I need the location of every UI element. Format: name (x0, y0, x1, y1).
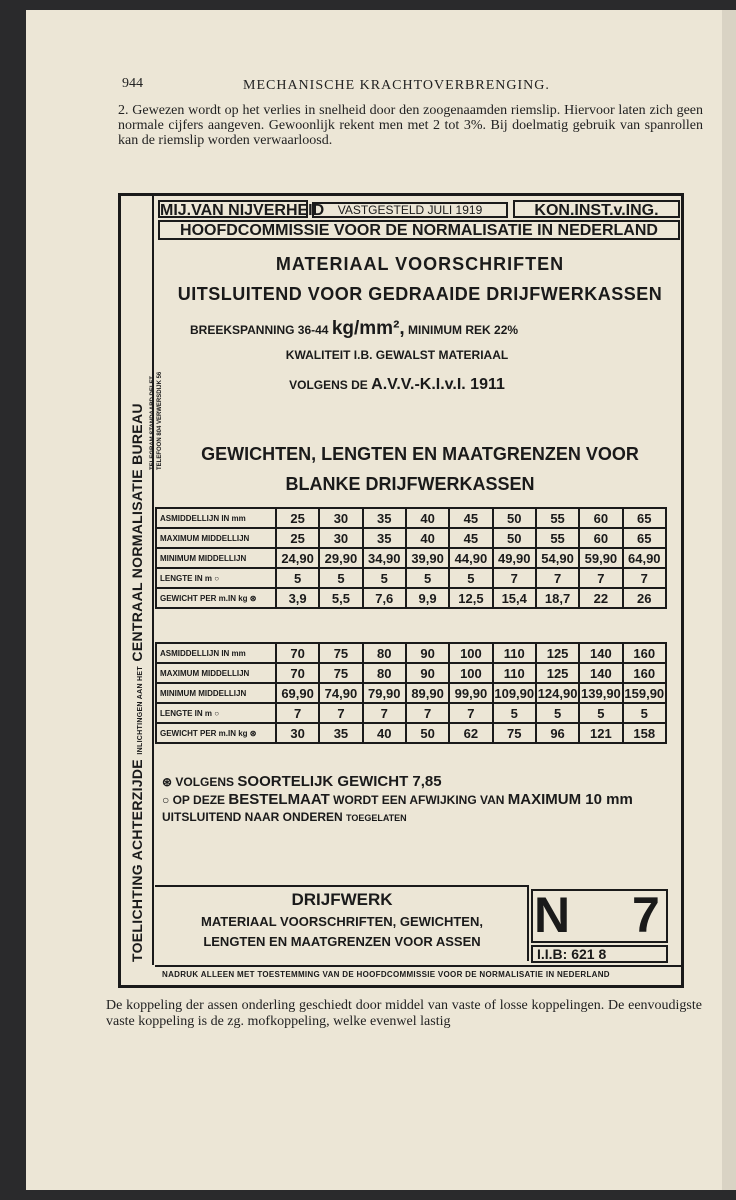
table-cell: 5 (623, 703, 666, 723)
according-label: VOLGENS DE (289, 378, 368, 392)
disclaimer: NADRUK ALLEEN MET TOESTEMMING VAN DE HOOFDCOMMISSIE VOOR DE NORMALISATIE IN NEDERLAND (162, 970, 610, 979)
table-cell: 12,5 (449, 588, 492, 608)
running-head: MECHANISCHE KRACHTOVERBRENGING. (243, 78, 550, 93)
table-cell: 5 (406, 568, 449, 588)
footer-line-2: LENGTEN EN MAATGRENZEN VOOR ASSEN (203, 934, 481, 949)
table-row (156, 548, 666, 568)
table-cell: 160 (623, 663, 666, 683)
according-value: A.V.V.-K.I.v.I. 1911 (371, 376, 505, 393)
table-cell: 121 (579, 723, 622, 743)
table-cell: 100 (449, 663, 492, 683)
row-label: LENGTE IN m ○ (156, 703, 276, 723)
table-row (156, 508, 666, 528)
table-cell: 45 (449, 508, 492, 528)
dimension-table-2 (155, 642, 667, 744)
footer-title: DRIJFWERK (291, 890, 393, 909)
table-cell: 90 (406, 663, 449, 683)
row-label: ASMIDDELLIJN IN mm (156, 508, 276, 528)
spec-rek: MINIMUM REK 22% (408, 323, 519, 337)
bottom-rule (155, 965, 681, 967)
norm-code: I.I.B: 621 8 (531, 945, 668, 963)
footer-line-1: MATERIAAL VOORSCHRIFTEN, GEWICHTEN, (201, 914, 483, 929)
sidebar-small: INLICHTINGEN AAN HET (137, 666, 144, 755)
table-cell: 5 (579, 703, 622, 723)
table-cell: 99,90 (449, 683, 492, 703)
table-cell: 35 (319, 723, 362, 743)
table-cell: 90 (406, 643, 449, 663)
table-cell: 54,90 (536, 548, 579, 568)
table-cell: 7 (406, 703, 449, 723)
table-cell: 7 (579, 568, 622, 588)
table-cell: 40 (406, 508, 449, 528)
table-cell: 89,90 (406, 683, 449, 703)
table-cell: 50 (493, 508, 536, 528)
table-cell: 65 (623, 528, 666, 548)
note-1: ⊛ VOLGENS SOORTELIJK GEWICHT 7,85 (162, 773, 442, 790)
header-commission: HOOFDCOMMISSIE VOOR DE NORMALISATIE IN NEDERLAND (158, 220, 680, 240)
table-cell: 59,90 (579, 548, 622, 568)
sheet-title-1: MATERIAAL VOORSCHRIFTEN (275, 254, 565, 274)
table-cell: 22 (579, 588, 622, 608)
spec-line (190, 318, 518, 340)
table-cell: 80 (363, 643, 406, 663)
table-cell: 75 (493, 723, 536, 743)
table-cell: 60 (579, 528, 622, 548)
sidebar-main: TOELICHTING ACHTERZIJDE (129, 759, 145, 962)
table-cell: 25 (276, 528, 319, 548)
table-cell: 44,90 (449, 548, 492, 568)
table-cell: 49,90 (493, 548, 536, 568)
table-cell: 69,90 (276, 683, 319, 703)
table-cell: 7 (536, 568, 579, 588)
quality-line: KWALITEIT I.B. GEWALST MATERIAAL (285, 348, 509, 362)
table-row (156, 568, 666, 588)
notes (162, 773, 633, 827)
table-cell: 9,9 (406, 588, 449, 608)
table-cell: 5 (493, 703, 536, 723)
table-cell: 70 (276, 663, 319, 683)
table-cell: 15,4 (493, 588, 536, 608)
sidebar-text (129, 403, 146, 962)
table-cell: 75 (319, 643, 362, 663)
table-cell: 3,9 (276, 588, 319, 608)
table-cell: 80 (363, 663, 406, 683)
table-cell: 74,90 (319, 683, 362, 703)
table-cell: 29,90 (319, 548, 362, 568)
table-cell: 139,90 (579, 683, 622, 703)
table-cell: 34,90 (363, 548, 406, 568)
table-cell: 75 (319, 663, 362, 683)
table-cell: 26 (623, 588, 666, 608)
sidebar-contact-2: TELEFOON 804 VERWERSDIJK 56 (157, 371, 163, 470)
table-cell: 96 (536, 723, 579, 743)
table-cell: 39,90 (406, 548, 449, 568)
spec-unit: kg/mm², (331, 318, 405, 339)
table-cell: 40 (406, 528, 449, 548)
according-line (190, 376, 604, 394)
subtitle-2: BLANKE DRIJFWERKASSEN (285, 474, 535, 494)
table-cell: 7,6 (363, 588, 406, 608)
page-number: 944 (122, 76, 143, 91)
row-label: MAXIMUM MIDDELLIJN (156, 528, 276, 548)
table-cell: 7 (276, 703, 319, 723)
note-3: UITSLUITEND NAAR ONDEREN TOEGELATEN (162, 810, 407, 824)
table-cell: 45 (449, 528, 492, 548)
table-cell: 70 (276, 643, 319, 663)
table-cell: 35 (363, 508, 406, 528)
table-cell: 55 (536, 508, 579, 528)
table-row (156, 683, 666, 703)
table-cell: 24,90 (276, 548, 319, 568)
table-cell: 124,90 (536, 683, 579, 703)
table-cell: 5 (276, 568, 319, 588)
table-cell: 125 (536, 663, 579, 683)
table-cell: 125 (536, 643, 579, 663)
sidebar-bureau: CENTRAAL NORMALISATIE BUREAU (129, 403, 145, 662)
table-cell: 5,5 (319, 588, 362, 608)
table-cell: 30 (276, 723, 319, 743)
table-cell: 64,90 (623, 548, 666, 568)
table-cell: 5 (449, 568, 492, 588)
table-cell: 109,90 (493, 683, 536, 703)
sheet-title-2: UITSLUITEND VOOR GEDRAAIDE DRIJFWERKASSEN (177, 284, 663, 304)
norm-number: 7 (632, 887, 660, 943)
table-cell: 35 (363, 528, 406, 548)
row-label: GEWICHT PER m.IN kg ⊛ (156, 723, 276, 743)
table-cell: 50 (406, 723, 449, 743)
table-cell: 5 (319, 568, 362, 588)
table-cell: 110 (493, 663, 536, 683)
table-cell: 62 (449, 723, 492, 743)
table-cell: 100 (449, 643, 492, 663)
table-cell: 55 (536, 528, 579, 548)
header-left: MIJ.VAN NIJVERHEID (160, 202, 325, 219)
top-paragraph: 2. Gewezen wordt op het verlies in snelheid door den zoogenaamden riemslip. Hiervoor laten zich geen normale cijfers aangeven. Gewoonlijk rekent men met 2 tot 3%. Bij doelmatig gebruik van spanrollen kan de riemslip worden verwaarloosd. (118, 103, 703, 148)
row-label: MINIMUM MIDDELLIJN (156, 683, 276, 703)
table-cell: 7 (449, 703, 492, 723)
table-row (156, 588, 666, 608)
norm-letter: N (534, 887, 571, 943)
table-cell: 7 (493, 568, 536, 588)
row-label: MINIMUM MIDDELLIJN (156, 548, 276, 568)
table-cell: 60 (579, 508, 622, 528)
table-cell: 140 (579, 663, 622, 683)
table-row (156, 723, 666, 743)
table-cell: 30 (319, 528, 362, 548)
table-row (156, 703, 666, 723)
table-cell: 7 (363, 703, 406, 723)
table-cell: 5 (363, 568, 406, 588)
spec-label: BREEKSPANNING 36-44 (190, 323, 329, 337)
table-cell: 25 (276, 508, 319, 528)
dimension-table-1 (155, 507, 667, 609)
table-cell: 7 (623, 568, 666, 588)
table-row (156, 643, 666, 663)
row-label: ASMIDDELLIJN IN mm (156, 643, 276, 663)
table-cell: 160 (623, 643, 666, 663)
table-cell: 18,7 (536, 588, 579, 608)
table-cell: 159,90 (623, 683, 666, 703)
table-cell: 50 (493, 528, 536, 548)
header-date: VASTGESTELD JULI 1919 (312, 202, 508, 218)
table-cell: 7 (319, 703, 362, 723)
table-cell: 5 (536, 703, 579, 723)
table-cell: 79,90 (363, 683, 406, 703)
note-2: ○ OP DEZE BESTELMAAT WORDT EEN AFWIJKING VAN MAXIMUM 10 mm (162, 791, 633, 808)
facing-page-edge (722, 10, 736, 1190)
bottom-paragraph: De koppeling der assen onderling geschiedt door middel van vaste of losse koppelingen. De eenvoudigste vaste koppeling is de zg. mofkoppeling, welke evenwel lastig (106, 998, 702, 1029)
table-cell: 40 (363, 723, 406, 743)
row-label: LENGTE IN m ○ (156, 568, 276, 588)
header-right: KON.INST.v.ING. (513, 200, 680, 218)
row-label: GEWICHT PER m.IN kg ⊛ (156, 588, 276, 608)
row-label: MAXIMUM MIDDELLIJN (156, 663, 276, 683)
table-row (156, 663, 666, 683)
table-cell: 65 (623, 508, 666, 528)
table-cell: 110 (493, 643, 536, 663)
subtitle-1: GEWICHTEN, LENGTEN EN MAATGRENZEN VOOR (201, 444, 639, 464)
table-row (156, 528, 666, 548)
table-cell: 30 (319, 508, 362, 528)
sidebar-contact-1: TELEGRAM STANDAARD DELFT (150, 376, 156, 470)
table-cell: 158 (623, 723, 666, 743)
table-cell: 140 (579, 643, 622, 663)
